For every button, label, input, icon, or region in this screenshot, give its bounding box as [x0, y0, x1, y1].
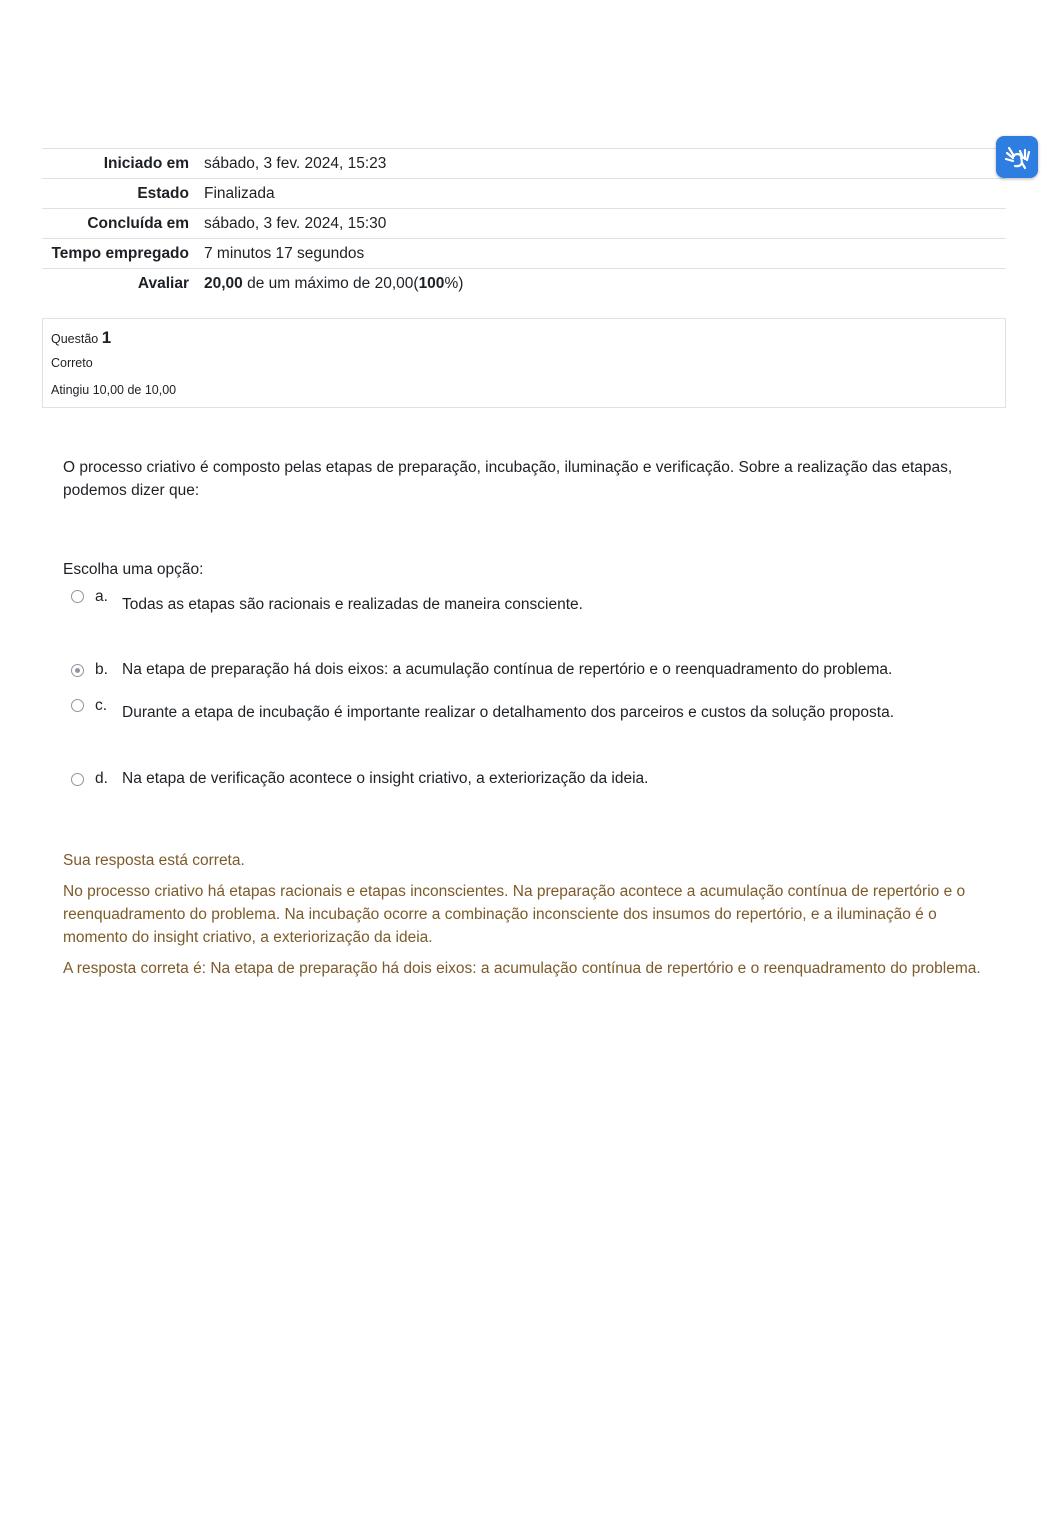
- question-number-label: Questão: [51, 332, 99, 346]
- radio-button-c[interactable]: [71, 699, 84, 712]
- summary-row-completed: [42, 209, 1006, 239]
- question-mark: Atingiu 10,00 de 10,00: [51, 383, 177, 397]
- option-text-c: Durante a etapa de incubação é importante realizar o detalhamento dos parceiros e custos da solução proposta.: [122, 704, 895, 721]
- sign-language-hands-icon: [996, 136, 1038, 178]
- question-text: O processo criativo é composto pelas etapas de preparação, incubação, iluminação e verificação. Sobre a realização das etapas, podemos dizer que:: [63, 459, 953, 499]
- question-number-value: 1: [101, 328, 112, 347]
- feedback-explanation: No processo criativo há etapas racionais e etapas inconscientes. Na preparação acontece a acumulação contínua de repertório e o reenquadramento do problema. Na incubação ocorre a combinação inconsciente dos insumos do repertório, e a iluminação é o momento do insight criativo, a exteriorização da ideia.: [63, 883, 966, 946]
- question-info-box: [42, 318, 1006, 408]
- radio-button-a[interactable]: [71, 590, 84, 603]
- option-text-d: Na etapa de verificação acontece o insight criativo, a exteriorização da ideia.: [122, 770, 649, 787]
- summary-row-grade: [42, 269, 1006, 299]
- completed-value: sábado, 3 fev. 2024, 15:30: [204, 215, 387, 232]
- option-letter-b: b.: [95, 661, 108, 678]
- started-label: Iniciado em: [103, 155, 189, 172]
- state-value: Finalizada: [204, 185, 275, 202]
- grade-value: [204, 269, 1006, 299]
- time-label: Tempo empregado: [51, 245, 189, 262]
- time-value: 7 minutos 17 segundos: [204, 245, 365, 262]
- question-number: [51, 328, 111, 348]
- grade-middle: de um máximo de 20,00(: [242, 275, 419, 292]
- grade-percent: 100: [418, 275, 445, 292]
- grade-score: 20,00: [204, 275, 243, 292]
- feedback-correct-answer: A resposta correta é: Na etapa de preparação há dois eixos: a acumulação contínua de repertório e o reenquadramento do problema.: [63, 960, 981, 977]
- grade-suffix: %): [444, 275, 464, 292]
- radio-button-b[interactable]: [71, 664, 84, 677]
- option-text-b: Na etapa de preparação há dois eixos: a acumulação contínua de repertório e o reenquadramento do problema.: [122, 661, 893, 678]
- summary-row-state: [42, 179, 1006, 209]
- summary-row-time: [42, 239, 1006, 269]
- answer-prompt: Escolha uma opção:: [63, 561, 204, 578]
- state-label: Estado: [137, 185, 189, 202]
- option-letter-d: d.: [95, 770, 108, 787]
- option-text-a: Todas as etapas são racionais e realizadas de maneira consciente.: [122, 596, 583, 613]
- grade-label: Avaliar: [137, 275, 189, 292]
- attempt-summary-table: [42, 148, 1006, 298]
- option-letter-c: c.: [95, 697, 108, 714]
- option-letter-a: a.: [95, 588, 108, 605]
- question-state: Correto: [51, 356, 93, 370]
- completed-label: Concluída em: [87, 215, 189, 232]
- summary-row-started: [42, 149, 1006, 179]
- feedback-section: [63, 849, 993, 988]
- started-value: sábado, 3 fev. 2024, 15:23: [204, 155, 387, 172]
- accessibility-button[interactable]: [996, 136, 1038, 178]
- feedback-status: Sua resposta está correta.: [63, 852, 245, 869]
- radio-button-d[interactable]: [71, 773, 84, 786]
